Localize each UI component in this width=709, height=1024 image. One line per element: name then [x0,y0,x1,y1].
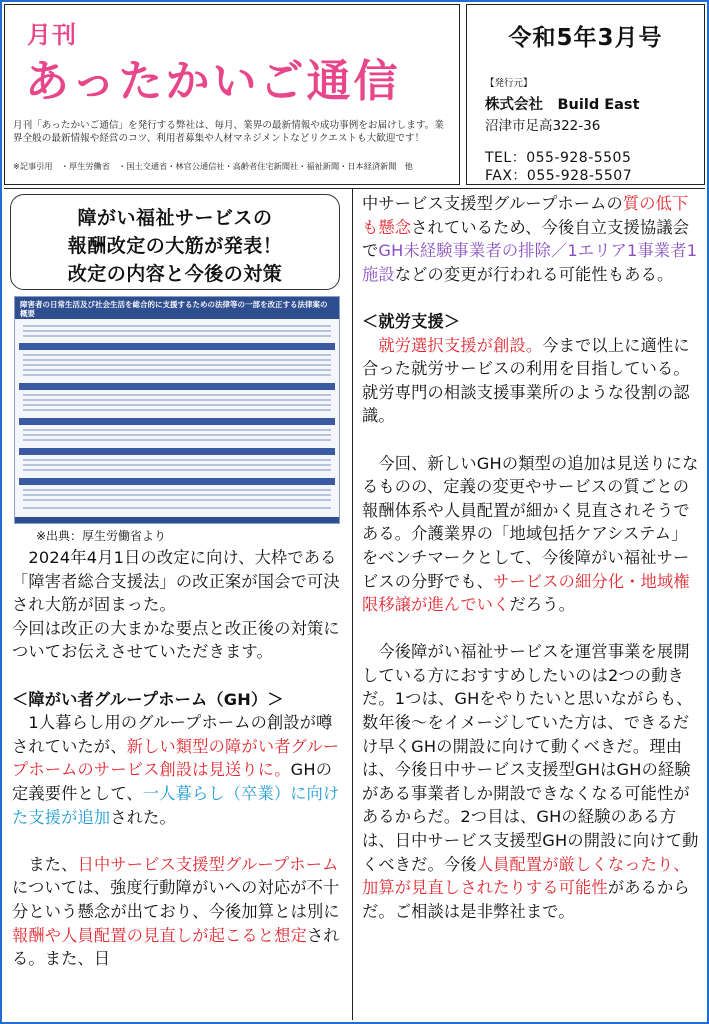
headline-line-3: 改定の内容と今後の対策 [67,263,283,285]
spacer [12,829,344,853]
masthead [4,4,460,185]
right-column-body [362,192,700,923]
figure-text-line [23,325,331,327]
highlight-red: 人員配置が厳しくなったり、加算が見直しされたりする可能性 [362,854,690,898]
gh-section-heading: ＜障がい者グループホーム（GH）＞ [12,689,284,709]
publisher-label: 【発行元】 [485,78,533,89]
figure-text-line [23,404,331,406]
paragraph [12,617,344,664]
publisher-address: 沼津市足高322-36 [485,118,601,134]
column-divider [352,188,353,1020]
figure-text-line [23,399,331,401]
paragraph-text: 今回は改正の大まかな要点と改正後の対策についてお伝えさせていただきます。 [12,618,340,662]
paragraph-text: 今まで以上に適性に合った就労サービスの利用を目指している。就労専門の相談支援事業所のような役割の認識。 [362,335,690,426]
paragraph [12,546,344,617]
left-column-body [12,546,344,971]
figure-text-line [23,499,331,501]
masthead-sources: ※記事引用 ・厚生労働省 ・国土交通省・林官公通信社・高齢者住宅新聞社・福祉新聞・日本経済新聞 他 [13,161,413,171]
work-section-heading: ＜就労支援＞ [362,311,461,331]
newsletter-title: あったかいご通信 [25,56,401,107]
figure-text-line [23,507,331,509]
highlight-purple: GH未経験事業者の排除／1エリア1事業者1施設 [362,241,698,284]
highlight-red: 新しい類型の障がい者グループホームのサービス創設は見送りに。 [12,736,340,780]
figure-text-line [23,359,331,361]
figure-text-line [23,330,331,332]
figure-text-line [23,459,331,461]
spacer [12,664,344,688]
figure-text-line [23,409,331,411]
headline-box [10,194,340,290]
paragraph-text: があるからだ。ご相談は是非弊社まで。 [362,878,690,921]
paragraph [12,853,344,971]
paragraph [362,640,700,923]
masthead-monthly-label: 月刊 [27,21,77,49]
figure-caption: ※出典：厚生労働省より [36,529,167,543]
spacer [362,617,700,641]
issue-box [466,4,705,185]
figure-text-line [23,364,331,366]
highlight-red: 報酬や人員配置の見直しが起こると想定 [12,925,307,945]
paragraph-text: だろう。 [509,595,576,615]
highlight-blue: 一人暮らし（卒業）に向けた支援が追加 [12,783,340,827]
figure-section-bar [19,343,335,350]
paragraph [362,192,700,286]
paragraph-text: 1人暮らし用のグループホームの創設が噂されていたが、 [12,713,333,756]
figure-text-line [23,464,331,466]
figure-title: 障害者の日常生活及び社会生活を総合的に支援するための法律等の一部を改正する法律案の概要 [15,297,339,319]
figure-text-line [23,369,331,371]
figure-section-bar [19,448,335,455]
paragraph-text: 今回、新しいGHの類型の追加は見送りになるものの、定義の変更やサービスの質ごとの報酬体系や人員配置が細かく見直されそうである。介護業界の「地域包括ケアシステム」をベンチマークとして、今後障がい福祉サービスの分野でも、 [362,453,699,591]
figure-text-line [23,429,331,431]
figure-text-line [23,335,331,337]
figure-section-bar [19,418,335,425]
issue-date: 令和5年3月号 [508,25,663,51]
publisher-fax: FAX：055-928-5507 [485,168,633,184]
paragraph-text: 今後障がい福祉サービスを運営事業を展開している方におすすめしたいのは2つの動きだ。1つは、GHをやりたいと思いながらも、数年後〜をイメージしていた方は、できるだけ早くGHの開設に向けて動くべきだ。理由は、今後日中サービス支援型GHはGHの経験がある事業者しか開設できなくなる可能性があるからだ。2つ目は、GHの経験のある方は、日中サービス支援型GHの開設に向けて動くべきだ。今後 [362,642,699,874]
figure-text-line [23,374,331,376]
figure-text-line [23,434,331,436]
headline-line-2: 報酬改定の大筋が発表！ [67,235,283,257]
masthead-intro: 月刊「あったかいご通信」を発行する弊社は、毎月、業界の最新情報や成功事例をお届けします。業界全般の最新情報や経営のコツ、利用者募集や人材マネジメントなどリクエストも大歓迎です！ [13,120,444,144]
figure-text-line [23,439,331,441]
paragraph [362,452,700,617]
highlight-red: 質の低下も懸念 [362,194,689,237]
figure-footer-bar [15,517,339,523]
paragraph-text: された。 [110,807,176,827]
paragraph-text: 2024年4月1日の改定に向け、大枠である「障害者総合支援法」の改正案が国会で可決され大筋が固まった。 [12,548,340,615]
figure-text-line [23,489,331,491]
publisher-company: 株式会社 Build East [485,97,640,113]
figure-section-bar [19,478,335,485]
headline-line-1: 障がい福祉サービスの [77,207,273,229]
figure-text-line [23,469,331,471]
paragraph-text: 中サービス支援型グループホームの [362,194,623,213]
paragraph [12,711,344,829]
paragraph-text: GHの定義要件として、 [12,760,333,803]
paragraph-text: などの変更が行われる可能性もある。 [394,264,674,284]
paragraph [362,334,700,428]
highlight-red: 就労選択支援が創設。 [378,335,543,355]
header-divider [4,188,705,189]
paragraph-text: また、 [28,854,78,874]
spacer [362,286,700,310]
figure-section-bar [19,383,335,390]
highlight-red: 日中サービス支援型グループホーム [77,854,339,874]
highlight-red: サービスの細分化・地域権限移譲が進んでいく [362,571,690,615]
figure-text-line [23,494,331,496]
paragraph-text: される。また、日 [12,925,340,969]
paragraph-text: されているため、今後自立支援協議会で [362,217,690,261]
law-summary-figure [14,296,340,524]
publisher-tel: TEL：055-928-5505 [485,150,632,166]
spacer [362,428,700,452]
paragraph-text: については、強度行動障がいへの対応が不十分という懸念が出ており、今後加算とは別に [12,878,340,921]
figure-text-line [23,354,331,356]
figure-text-line [23,394,331,396]
